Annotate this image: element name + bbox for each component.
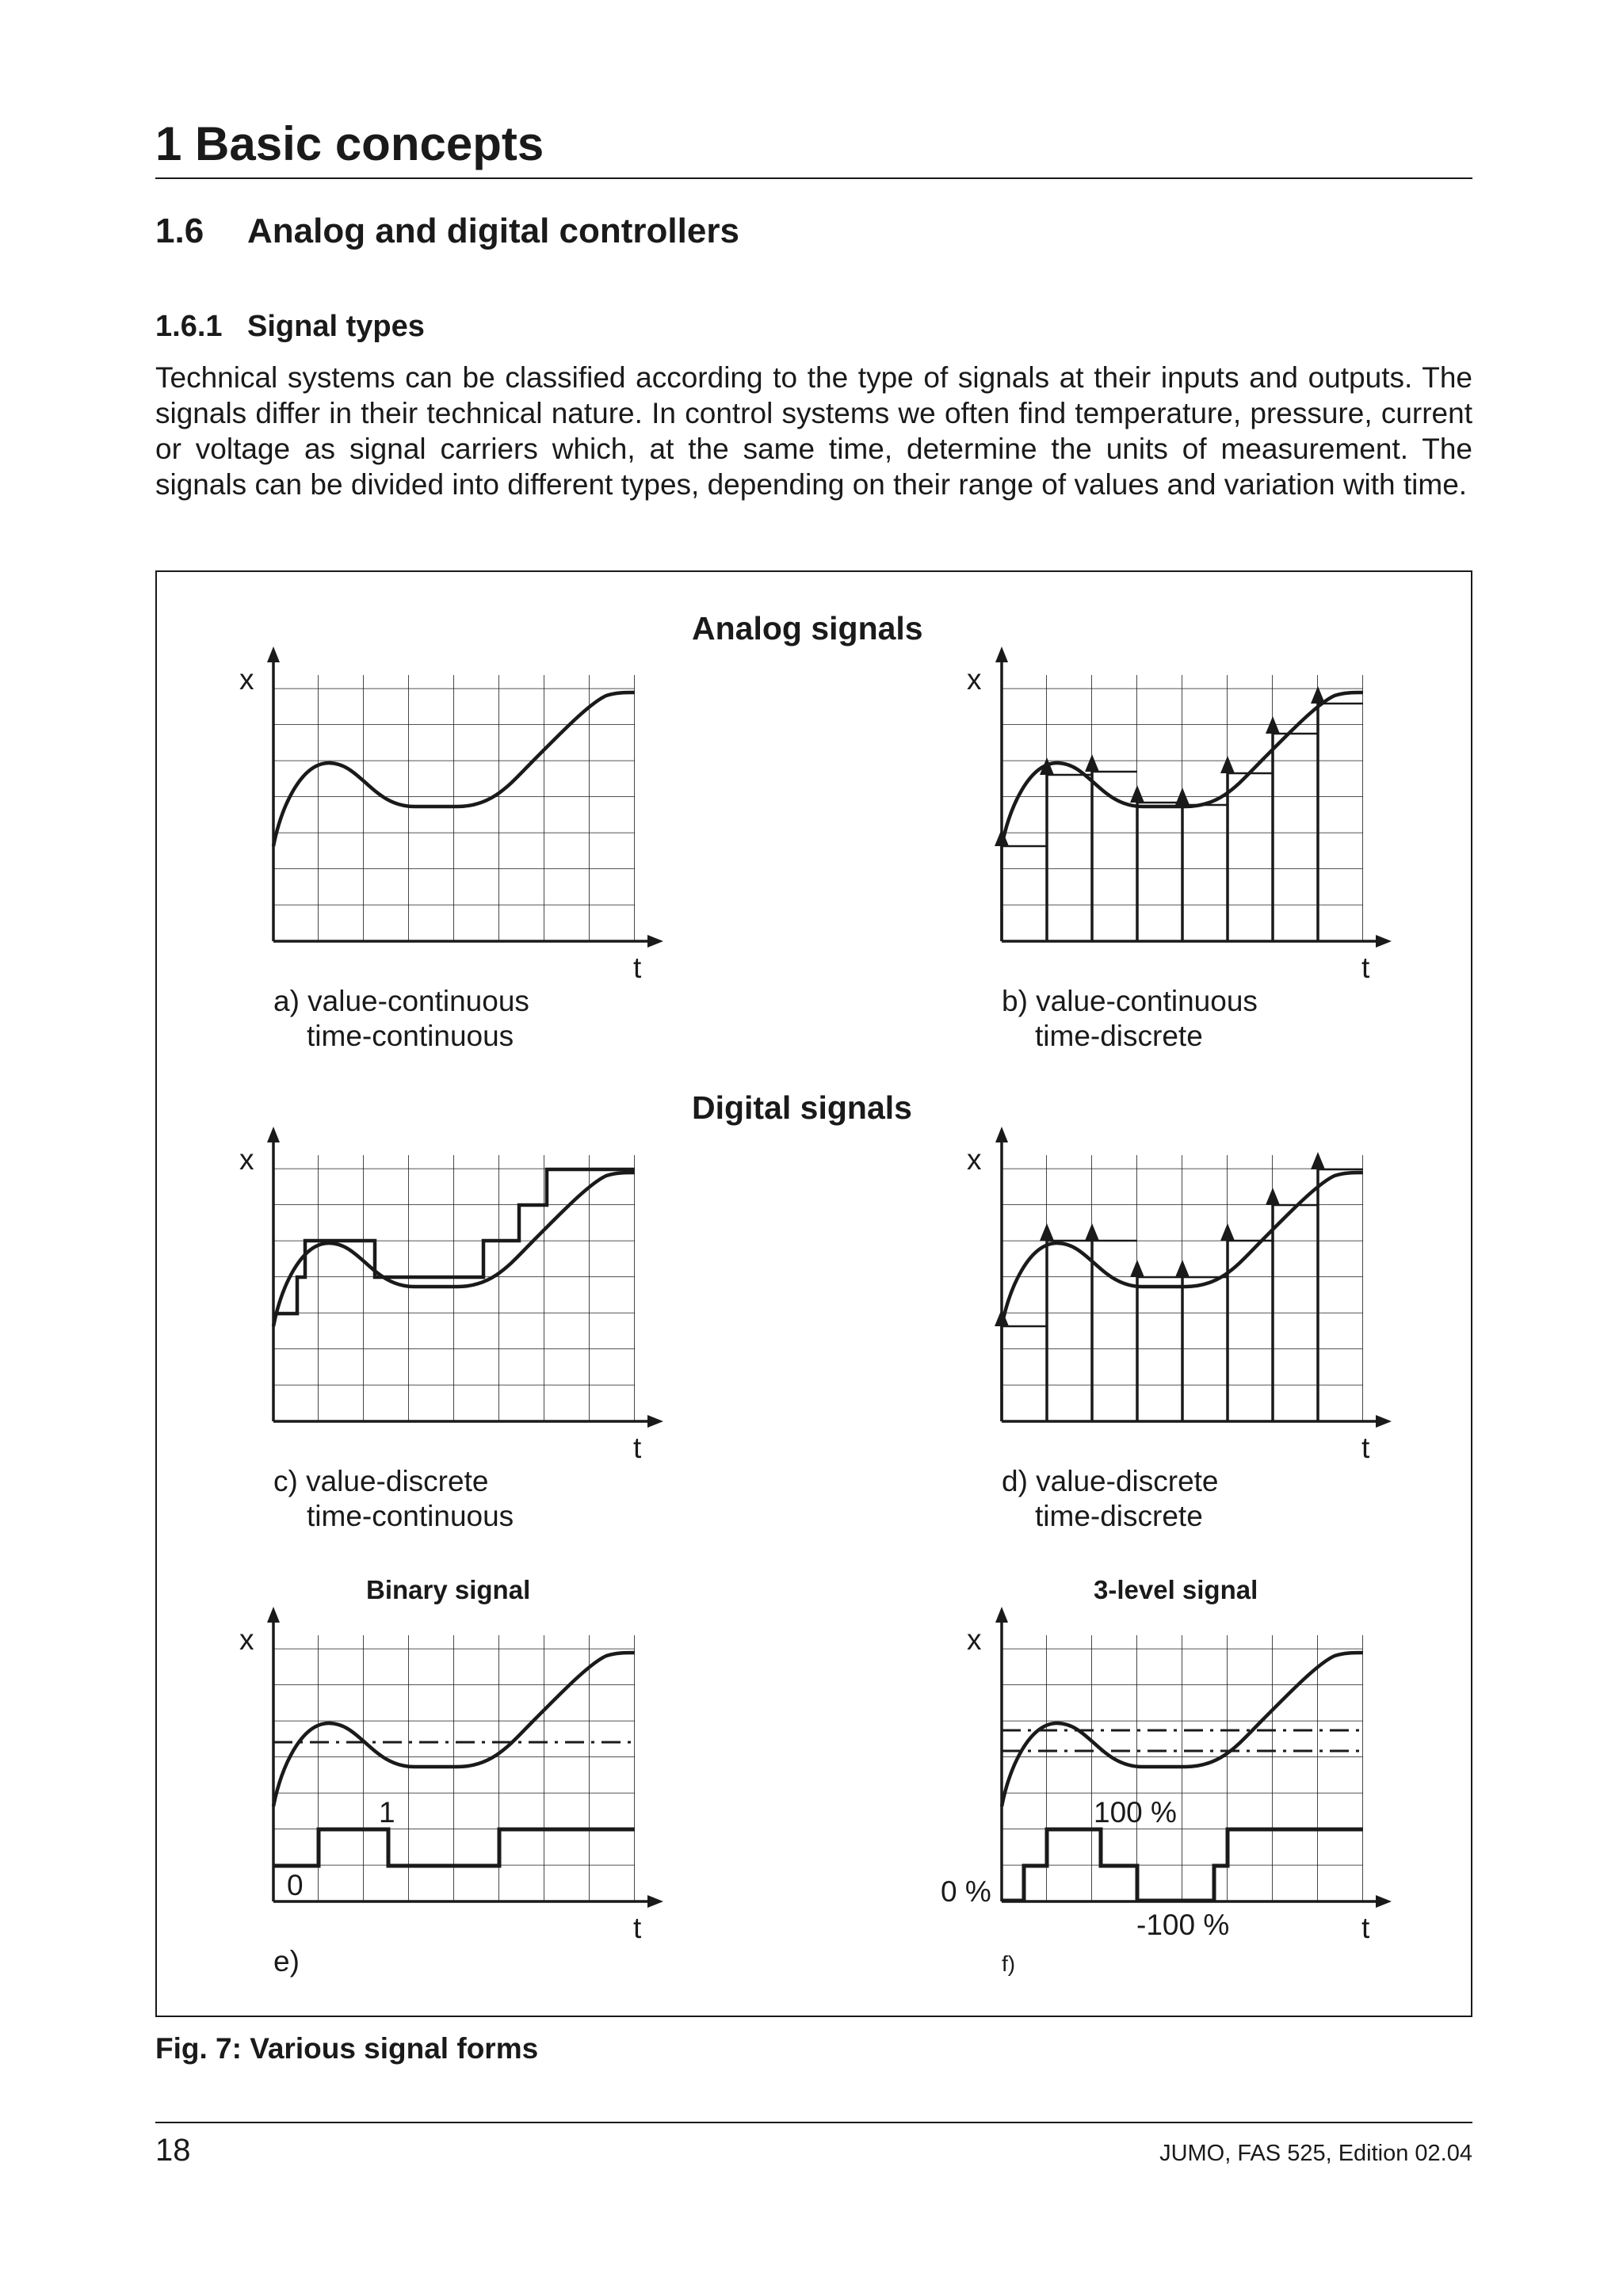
binary-level-0-label: 0 — [287, 1869, 304, 1901]
subsection-heading — [155, 304, 425, 349]
panel-label-e: e) — [273, 1945, 300, 1978]
axis-x-label-c: x — [239, 1143, 254, 1176]
footer-rule — [155, 2122, 1472, 2123]
subsection-number: 1.6.1 — [155, 310, 223, 343]
axis-x-label-a: x — [239, 663, 254, 696]
axis-x-label-f: x — [967, 1623, 982, 1656]
heading-binary-signal: Binary signal — [366, 1575, 531, 1604]
subsection-title: Signal types — [247, 310, 425, 343]
chart-b — [995, 646, 1392, 948]
axis-x-label-b: x — [967, 663, 982, 696]
section-number: 1.6 — [155, 212, 204, 250]
chart-f — [995, 1607, 1392, 1908]
panel-label-d-line1: d) value-discrete — [1002, 1465, 1219, 1497]
panel-label-b-line2: time-discrete — [1035, 1020, 1203, 1052]
body-paragraph: Technical systems can be classified according to the type of signals at their inputs and outputs. The signals differ in their technical nature. In control systems we often find temperature, pressure, current or voltage as signal carriers which, at the same time, determine the units of measurement. The signals can be divided into different types, depending on their range of values and variation with time. — [155, 361, 1472, 501]
section-heading — [155, 208, 739, 255]
figure-caption: Fig. 7: Various signal forms — [155, 2032, 539, 2065]
axis-t-label-c: t — [633, 1432, 642, 1464]
heading-analog-signals: Analog signals — [692, 610, 923, 646]
chart-c — [267, 1127, 663, 1428]
binary-level-1-label: 1 — [379, 1796, 395, 1829]
heading-digital-signals: Digital signals — [692, 1089, 912, 1126]
axis-t-label-a: t — [633, 952, 642, 984]
panel-label-c-line1: c) value-discrete — [273, 1465, 489, 1497]
chapter-title: 1 Basic concepts — [155, 117, 544, 170]
chapter-rule — [155, 177, 1472, 179]
chart-d — [995, 1127, 1392, 1428]
axis-t-label-e: t — [633, 1912, 642, 1944]
three-level-zero-label: 0 % — [941, 1875, 991, 1908]
signal-forms-figure — [157, 572, 1471, 2016]
panel-label-d-line2: time-discrete — [1035, 1500, 1203, 1532]
panel-label-b-line1: b) value-continuous — [1002, 985, 1258, 1017]
axis-x-label-e: x — [239, 1623, 254, 1656]
panel-label-a-line2: time-continuous — [307, 1020, 514, 1052]
figure-frame — [155, 570, 1472, 2017]
chart-e — [267, 1607, 663, 1908]
axis-x-label-d: x — [967, 1143, 982, 1176]
three-level-plus-label: 100 % — [1094, 1796, 1177, 1829]
footer-edition: JUMO, FAS 525, Edition 02.04 — [1159, 2141, 1472, 2166]
section-title: Analog and digital controllers — [247, 212, 739, 250]
panel-label-a-line1: a) value-continuous — [273, 985, 529, 1017]
page-number: 18 — [155, 2133, 191, 2168]
panel-label-f: f) — [1002, 1951, 1016, 1976]
axis-t-label-b: t — [1361, 952, 1370, 984]
chart-a — [267, 646, 663, 948]
three-level-minus-label: -100 % — [1136, 1909, 1230, 1941]
heading-3level-signal: 3-level signal — [1094, 1575, 1258, 1604]
axis-t-label-d: t — [1361, 1432, 1370, 1464]
panel-label-c-line2: time-continuous — [307, 1500, 514, 1532]
axis-t-label-f: t — [1361, 1912, 1370, 1944]
